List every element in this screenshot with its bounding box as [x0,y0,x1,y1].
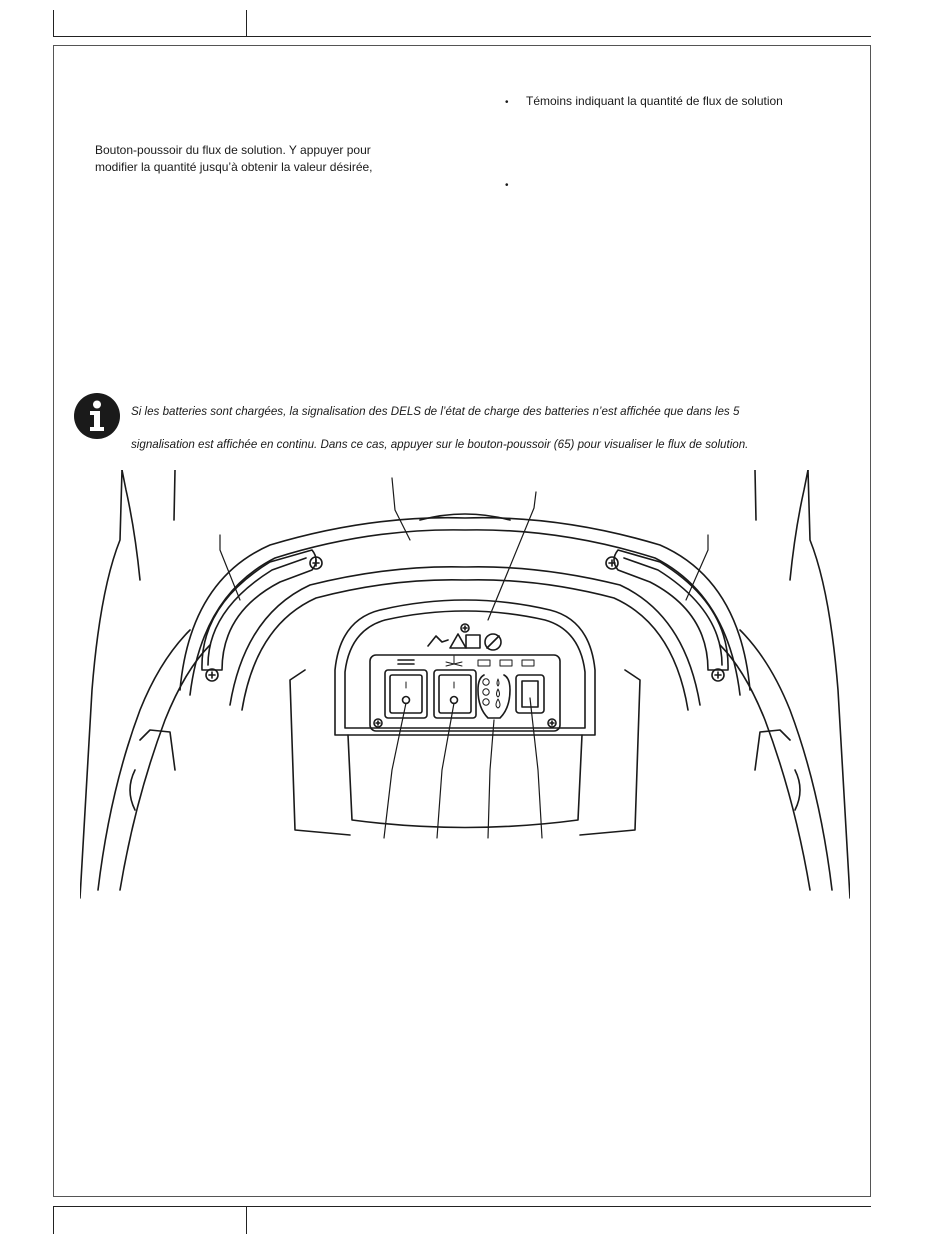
info-icon [74,393,120,439]
note-line2: signalisation est affichée en continu. Dans ce cas, appuyer sur le bouton-poussoir (65) pour visualiser le flux de solution. [131,438,749,451]
footer-mid-tick [246,1206,247,1234]
left-paragraph-line1: Bouton-poussoir du flux de solution. Y appuyer pour [95,143,371,157]
header-mid-tick [246,10,247,37]
control-panel-illustration [80,470,850,900]
bullet-marker-1: • [505,97,509,108]
header-rule [53,36,871,37]
header-left-tick [53,10,54,37]
left-paragraph-line2: modifier la quantité jusqu’à obtenir la valeur désirée, [95,160,373,174]
bullet-marker-2: • [505,180,509,191]
footer-left-tick [53,1206,54,1234]
footer-rule [53,1206,871,1207]
bullet-text-solution-flow-indicators: Témoins indiquant la quantité de flux de solution [526,94,783,108]
note-line1: Si les batteries sont chargées, la signalisation des DELS de l’état de charge des batteries n’est affichée que dans les 5 [131,405,740,418]
